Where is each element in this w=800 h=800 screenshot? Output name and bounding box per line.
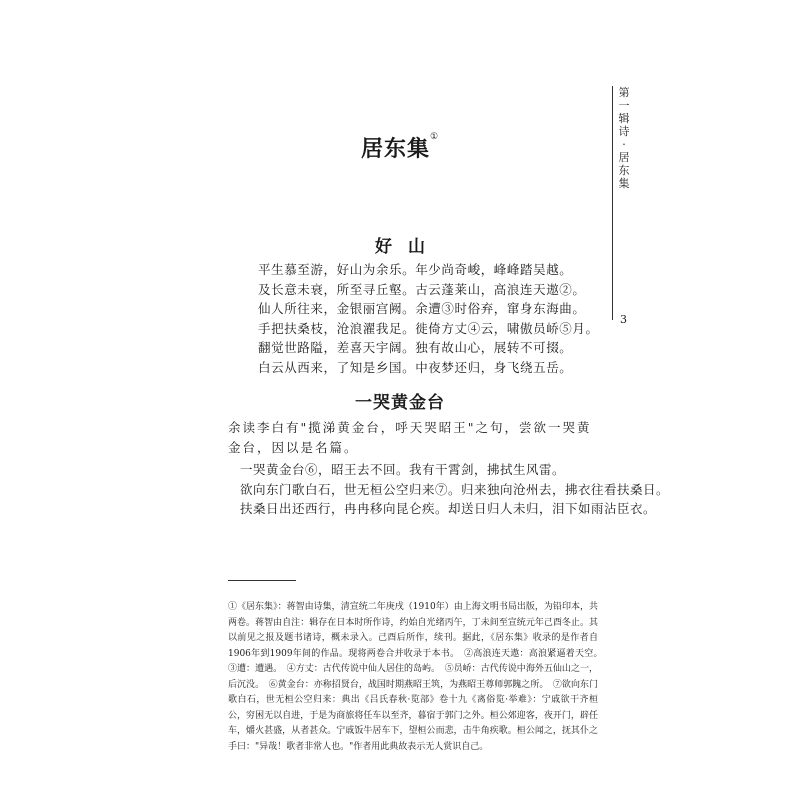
poem-body-huangjintai (240, 460, 669, 519)
book-title (0, 132, 800, 163)
poem-title-haoshan: 好山 (375, 237, 441, 257)
footnotes: ①《居东集》：蒋智由诗集，清宣统二年庚戌（1910年）由上海文明书局出版，为铅印本，共两卷。蒋智由自注：辑存在日本时所作诗，约始自光绪丙午，丁未间至宣统元年己酉冬止。其以前见之报及题书诸诗，概未录入。己酉后所作，续刊。据此，《居东集》收录的是作者自1906年到1909年间的作品。现将两卷合并收录于本书。 ②高浪连天遨：高浪紧逼着天空。 ③遭：遭遇。 ④方丈：古代传说中仙人居住的岛屿。 ⑤员峤：古代传说中海外五仙山之一，后沉没。 ⑥黄金台：亦称招贤台，战国时期燕昭王筑，为燕昭王尊师郭隗之所。 ⑦欲向东门歌白石，世无桓公空归来：典出《吕氏春秋·览部》卷十九《离俗览·举难》：宁戚欲干齐桓公，穷困无以自进，于是为商旅将任车以至齐，暮宿于郭门之外。桓公郊迎客，夜开门，辟任车，爝火甚盛，从者甚众。宁戚饭牛居车下，望桓公而悲，击牛角疾歌。桓公闻之，抚其仆之手曰："异哉！歌者非常人也。"作者用此典故表示无人赏识自己。 (228, 602, 608, 752)
footnote-separator (228, 580, 296, 581)
poem-line: 一哭黄金台⑥，昭王去不回。我有干霄剑，拂拭生风雷。 (240, 462, 566, 477)
poem-title-huangjintai: 一哭黄金台 (355, 393, 445, 413)
poem-preface: 余读李白有"揽涕黄金台，呼天哭昭王"之句，尝欲一哭黄金台，因以是名篇。 (228, 420, 592, 455)
side-divider (612, 300, 613, 320)
poem-line: 手把扶桑枝，沧浪濯我足。徙倚方丈④云，啸傲员峤⑤月。 (258, 320, 599, 336)
poem-line: 平生慕至游，好山为余乐。年少尚奇峻，峰峰踏吴越。 (258, 262, 573, 277)
poem-line: 扶桑日出还西行，冉冉移向昆仑疾。却送日归人未归，泪下如雨沾臣衣。 (240, 501, 657, 516)
poem-line: 仙人所往来，金银丽宫阙。余遭③时俗弃，窜身东海曲。 (258, 301, 586, 316)
section-running-head: 第一辑 诗·居东集 (618, 86, 630, 190)
book-title-note-marker: ① (429, 132, 440, 142)
poem-line: 白云从西来，了知是乡国。中夜梦还归，身飞绕五岳。 (258, 359, 573, 375)
page-number: 3 (620, 313, 627, 326)
book-title-text: 居东集 (360, 136, 430, 162)
poem-line: 欲向东门歌白石，世无桓公空归来⑦。归来独向沧州去，拂衣往看扶桑日。 (240, 481, 670, 497)
poem-line: 翻觉世路隘，差喜天宇阔。独有故山心，展转不可掇。 (258, 340, 573, 355)
poem-body-haoshan (258, 260, 599, 377)
poem-line: 及长意未衰，所至寻丘壑。古云蓬莱山，高浪连天遨②。 (258, 281, 586, 297)
